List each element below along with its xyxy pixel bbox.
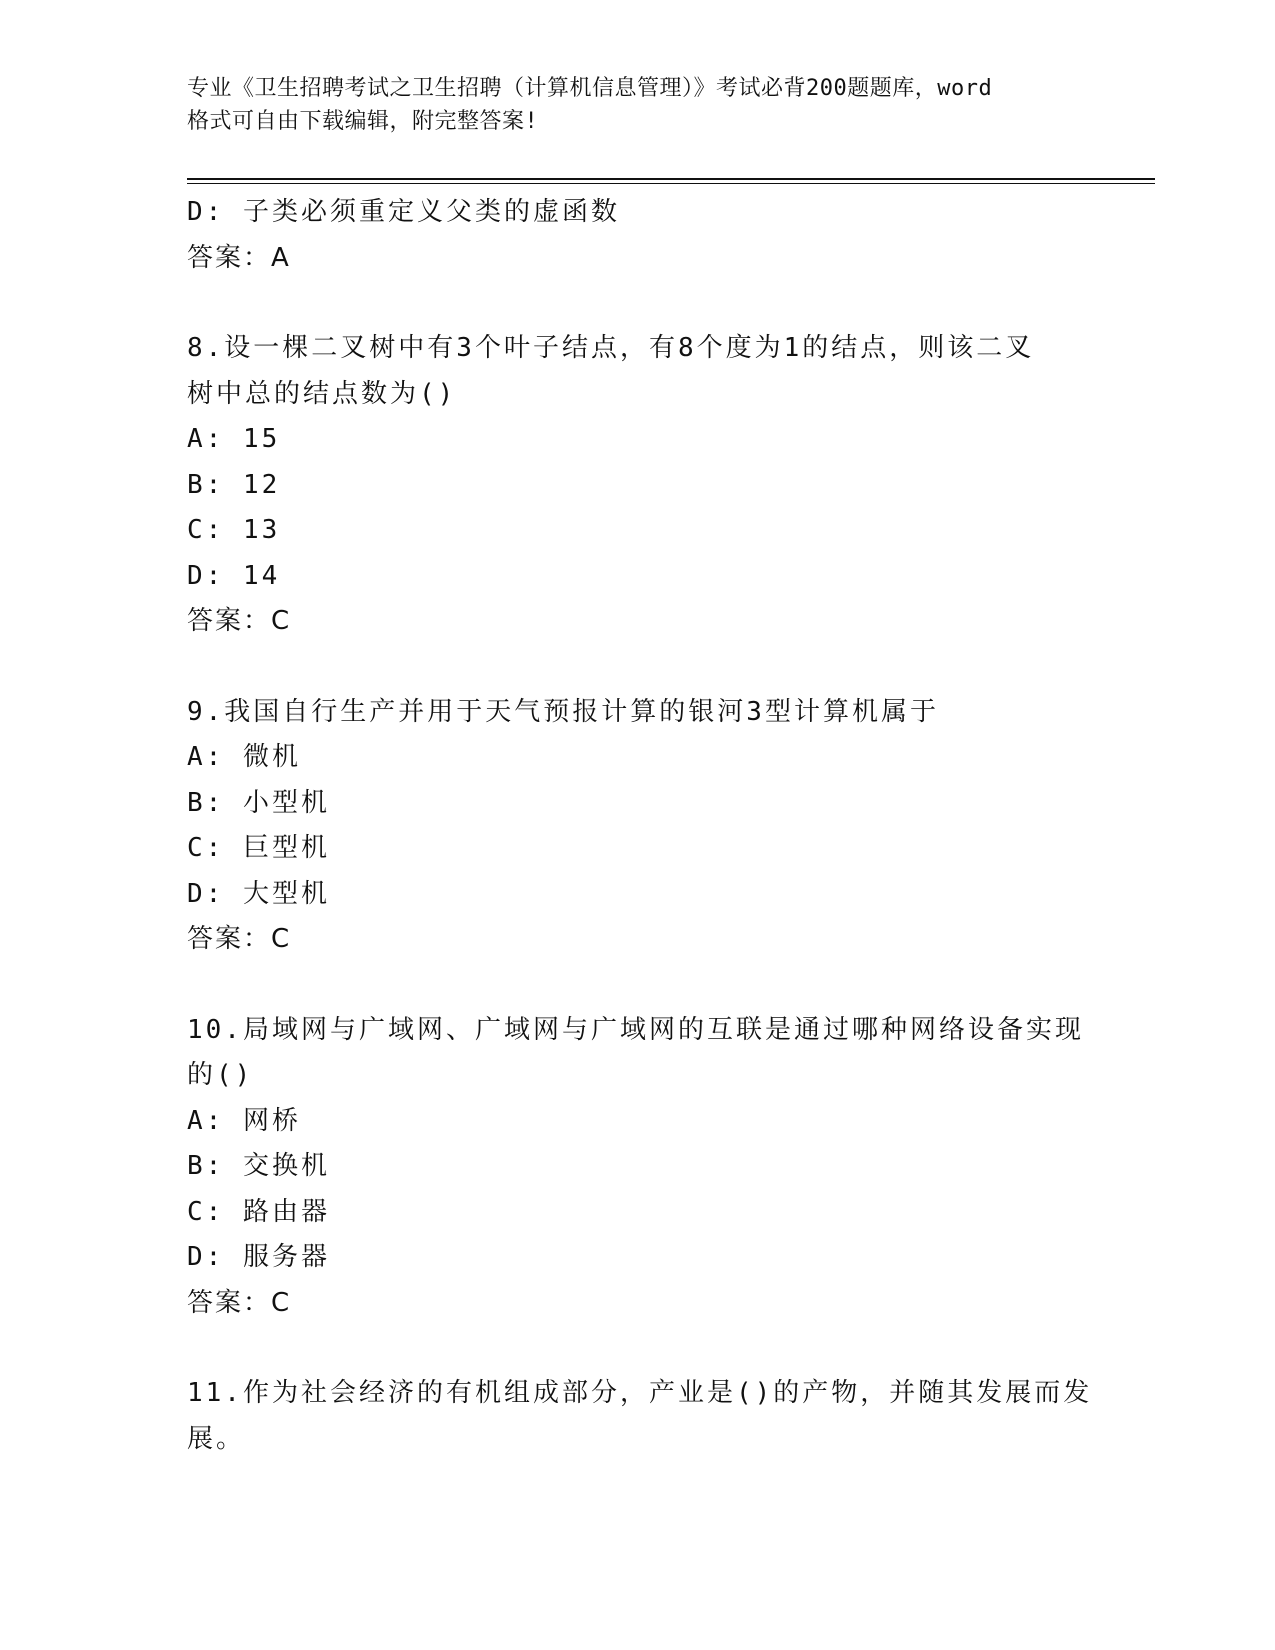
question-10-option-d: D: 服务器: [187, 1242, 330, 1272]
question-11-text-line-1: 11.作为社会经济的有机组成部分，产业是()的产物，并随其发展而发: [187, 1378, 1093, 1408]
question-10-option-a: A: 网桥: [187, 1105, 301, 1136]
question-10-option-b: B: 交换机: [187, 1151, 330, 1181]
spacer: [187, 645, 1077, 690]
question-11: [187, 1371, 1093, 1462]
spacer: [187, 963, 1077, 1008]
question-content: [187, 190, 1093, 1462]
question-8-option-c: C: 13: [187, 515, 281, 545]
question-10: [187, 1008, 1084, 1327]
question-8: [187, 326, 1077, 645]
question-8-answer: 答案：C: [187, 606, 292, 636]
header-line-2: 格式可自由下载编辑，附完整答案!: [187, 109, 539, 134]
question-8-option-d: D: 14: [187, 560, 281, 591]
previous-option-d: D: 子类必须重定义父类的虚函数: [187, 197, 620, 227]
spacer: [187, 1326, 1077, 1371]
question-9: [187, 690, 1077, 963]
header-line-1: 专业《卫生招聘考试之卫生招聘（计算机信息管理）》考试必背200题题库，word: [187, 76, 993, 101]
spacer: [187, 281, 1077, 326]
previous-answer: 答案：A: [187, 242, 291, 273]
question-9-text-line-1: 9.我国自行生产并用于天气预报计算的银河3型计算机属于: [187, 696, 939, 727]
question-8-option-a: A: 15: [187, 424, 281, 454]
question-10-text-line-2: 的(): [187, 1060, 254, 1090]
document-header: [187, 72, 1087, 138]
question-9-option-c: C: 巨型机: [187, 833, 330, 863]
question-8-text-line-2: 树中总的结点数为(): [187, 378, 457, 409]
question-9-option-a: A: 微机: [187, 742, 301, 772]
header-divider-thin: [187, 183, 1155, 184]
question-10-option-c: C: 路由器: [187, 1196, 330, 1227]
question-10-answer: 答案：C: [187, 1287, 292, 1318]
question-9-option-b: B: 小型机: [187, 787, 330, 818]
question-9-answer: 答案：C: [187, 924, 292, 954]
header-divider-thick: [187, 178, 1155, 180]
question-8-text-line-1: 8.设一棵二叉树中有3个叶子结点，有8个度为1的结点，则该二叉: [187, 333, 1035, 363]
question-10-text-line-1: 10.局域网与广域网、广域网与广域网的互联是通过哪种网络设备实现: [187, 1014, 1084, 1045]
question-11-text-line-2: 展。: [187, 1423, 246, 1454]
question-8-option-b: B: 12: [187, 469, 281, 500]
question-9-option-d: D: 大型机: [187, 878, 330, 909]
